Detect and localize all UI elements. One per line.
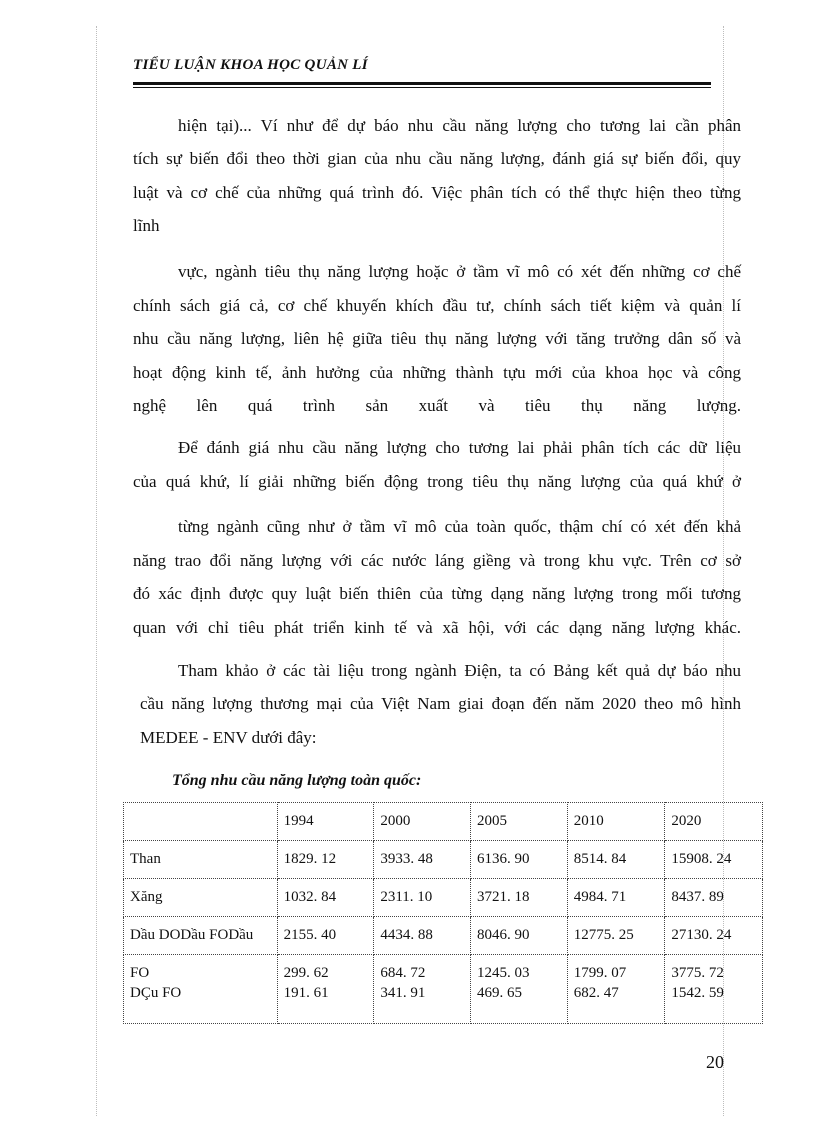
table-cell: 4434. 88 <box>374 917 471 955</box>
row-label: DÇu FO <box>130 985 182 1001</box>
row-label: Dầu DODầu FODầu <box>124 917 278 955</box>
table-row <box>124 955 763 1024</box>
table-cell: 3933. 48 <box>374 841 471 879</box>
table-cell <box>567 955 665 1024</box>
paragraph-line: hoạt động kinh tế, ảnh hưởng của những thành tựu mới của khoa học và công <box>133 363 741 382</box>
header-rule <box>133 82 711 85</box>
table-cell: 27130. 24 <box>665 917 763 955</box>
paragraph-line: quan với chỉ tiêu phát triển kinh tế và xã hội, với các dạng năng lượng khác. <box>133 618 741 637</box>
table-cell: 3721. 18 <box>471 879 568 917</box>
table-cell: 8437. 89 <box>665 879 763 917</box>
table-cell <box>277 955 374 1024</box>
table-header-cell: 2020 <box>665 803 763 841</box>
paragraph-line: Tham khảo ở các tài liệu trong ngành Điện, ta có Bảng kết quả dự báo nhu <box>178 661 741 680</box>
table-cell: 2311. 10 <box>374 879 471 917</box>
table-cell <box>471 955 568 1024</box>
cell-value: 341. 91 <box>380 985 426 1001</box>
table-header-cell: 2005 <box>471 803 568 841</box>
table-cell: 8046. 90 <box>471 917 568 955</box>
header-title: TIỂU LUẬN KHOA HỌC QUẢN LÍ <box>133 57 368 73</box>
table-cell: 1829. 12 <box>277 841 374 879</box>
paragraph-line: từng ngành cũng như ở tầm vĩ mô của toàn quốc, thậm chí có xét đến khả <box>178 517 741 536</box>
row-label: FO <box>130 965 150 981</box>
row-label: Than <box>124 841 278 879</box>
table-row <box>124 879 763 917</box>
table-header-cell: 1994 <box>277 803 374 841</box>
paragraph-line: chính sách giá cả, cơ chế khuyến khích đầu tư, chính sách tiết kiệm và quản lí <box>133 296 741 315</box>
cell-value: 191. 61 <box>283 985 329 1001</box>
paragraph-line: đó xác định được quy luật biến thiên của từng dạng năng lượng trong mối tương <box>133 584 741 603</box>
paragraph-line: hiện tại)... Ví như để dự báo nhu cầu năng lượng cho tương lai cần phân <box>178 116 741 135</box>
paragraph-line: cầu năng lượng thương mại của Việt Nam giai đoạn đến năm 2020 theo mô hình <box>140 694 741 713</box>
table-row <box>124 841 763 879</box>
cell-value: 684. 72 <box>380 965 426 981</box>
table-cell: 2155. 40 <box>277 917 374 955</box>
table-cell: 6136. 90 <box>471 841 568 879</box>
paragraph-line: của quá khứ, lí giải những biến động trong tiêu thụ năng lượng của quá khứ ở <box>133 472 741 491</box>
cell-value: 3775. 72 <box>671 965 724 981</box>
table-cell: 1032. 84 <box>277 879 374 917</box>
paragraph-line: vực, ngành tiêu thụ năng lượng hoặc ở tầm vĩ mô có xét đến những cơ chế <box>178 262 741 281</box>
row-label-cell <box>124 955 278 1024</box>
paragraph-line: tích sự biến đổi theo thời gian của nhu cầu năng lượng, đánh giá sự biến đổi, quy <box>133 149 741 168</box>
cell-value: 682. 47 <box>573 985 619 1001</box>
table-header-cell: 2000 <box>374 803 471 841</box>
table-cell: 8514. 84 <box>567 841 665 879</box>
cell-value: 1799. 07 <box>573 965 627 981</box>
energy-demand-table <box>123 802 763 1024</box>
paragraph-line: lĩnh <box>133 216 160 235</box>
paragraph-line: nghệ lên quá trình sản xuất và tiêu thụ năng lượng. <box>133 396 741 415</box>
cell-value: 299. 62 <box>283 965 329 981</box>
cell-value: 469. 65 <box>477 985 523 1001</box>
table-cell: 15908. 24 <box>665 841 763 879</box>
paragraph-line: Để đánh giá nhu cầu năng lượng cho tương lai phải phân tích các dữ liệu <box>178 438 741 457</box>
table-row <box>124 917 763 955</box>
table-header-row <box>124 803 763 841</box>
paragraph-line: MEDEE - ENV dưới đây: <box>140 728 317 747</box>
table-cell <box>665 955 763 1024</box>
paragraph-line: nhu cầu năng lượng, liên hệ giữa tiêu thụ năng lượng với tăng trưởng dân số và <box>133 329 741 348</box>
table-caption: Tổng nhu cầu năng lượng toàn quốc: <box>172 772 422 789</box>
cell-value: 1542. 59 <box>671 985 724 1001</box>
paragraph-line: năng trao đổi năng lượng với các nước láng giềng và trong khu vực. Trên cơ sở <box>133 551 741 570</box>
header-rule-thin <box>133 87 711 88</box>
table-header-cell: 2010 <box>567 803 665 841</box>
row-label: Xăng <box>124 879 278 917</box>
paragraph-line: luật và cơ chế của những quá trình đó. Việc phân tích có thể thực hiện theo từng <box>133 183 741 202</box>
page-number: 20 <box>706 1052 724 1072</box>
cell-value: 1245. 03 <box>477 965 530 981</box>
table-cell: 12775. 25 <box>567 917 665 955</box>
table-header-cell <box>124 803 278 841</box>
table-cell: 4984. 71 <box>567 879 665 917</box>
table-cell <box>374 955 471 1024</box>
